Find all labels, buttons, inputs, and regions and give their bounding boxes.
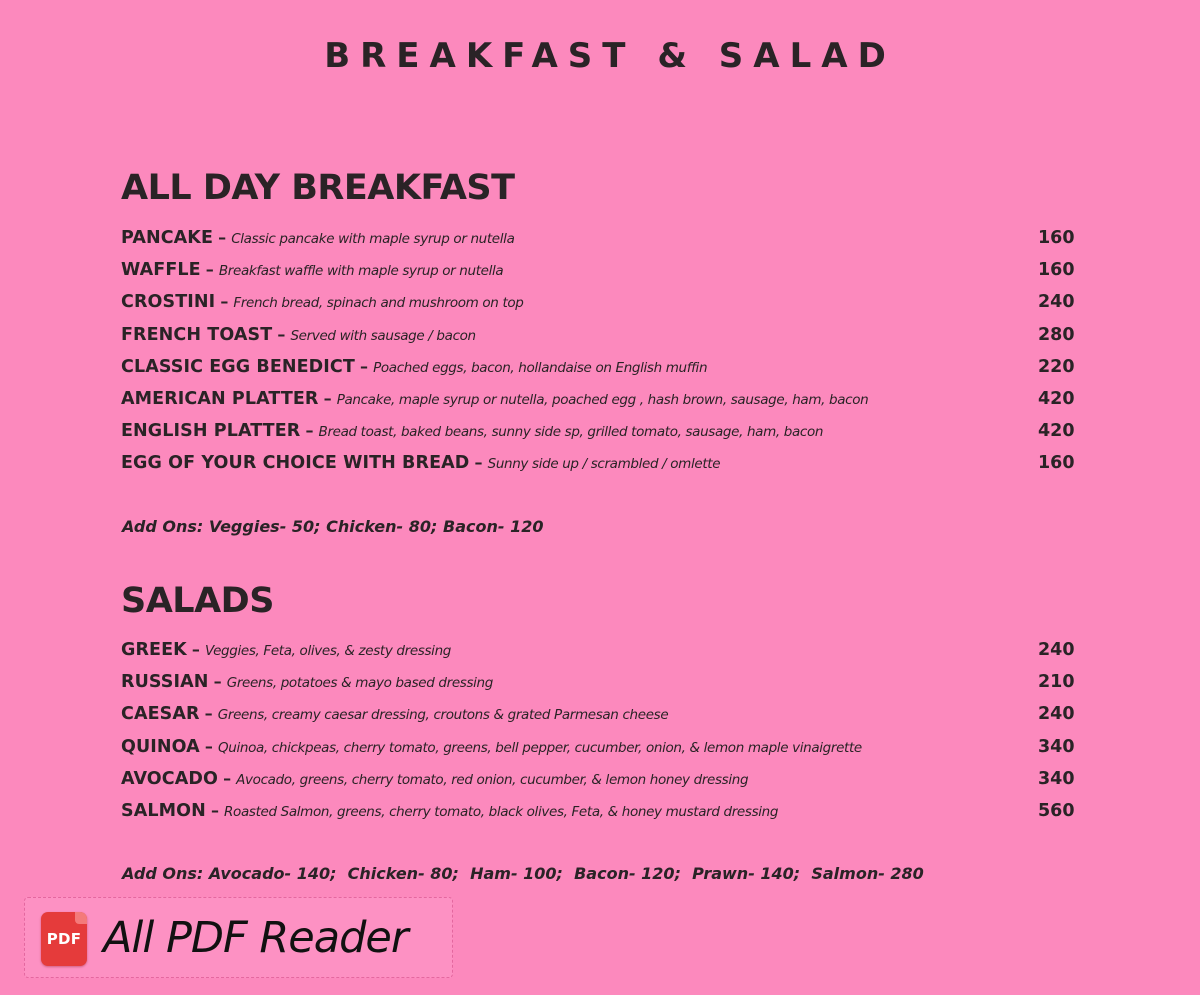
menu-item-price: 160 bbox=[1038, 260, 1075, 281]
menu-item-description: Breakfast waffle with maple syrup or nutella bbox=[218, 263, 504, 280]
pdf-reader-name: All PDF Reader bbox=[103, 913, 408, 963]
menu-item-separator: – bbox=[204, 736, 213, 756]
menu-item-line bbox=[121, 291, 524, 314]
menu-item-line bbox=[121, 671, 493, 694]
menu-item-description: Sunny side up / scrambled / omlette bbox=[487, 456, 721, 473]
menu-item-price: 210 bbox=[1038, 672, 1075, 693]
menu-item-separator: – bbox=[218, 228, 227, 247]
menu-item-name: AVOCADO bbox=[121, 768, 218, 789]
menu-item-separator: – bbox=[191, 640, 200, 659]
menu-item-separator: – bbox=[474, 453, 483, 473]
menu-item-description: Avocado, greens, cherry tomato, red onion, cucumber, & lemon honey dressing bbox=[236, 771, 749, 788]
menu-item-price: 160 bbox=[1038, 228, 1075, 248]
menu-item-separator: – bbox=[223, 768, 232, 788]
salads-menu-list bbox=[121, 636, 1081, 829]
menu-item bbox=[121, 256, 1081, 288]
menu-item-price: 340 bbox=[1038, 736, 1075, 757]
menu-item-line bbox=[121, 420, 823, 443]
menu-item-name: EGG OF YOUR CHOICE WITH BREAD bbox=[121, 453, 470, 474]
menu-item bbox=[121, 733, 1081, 765]
menu-item-price: 340 bbox=[1038, 768, 1075, 789]
menu-item bbox=[121, 224, 1081, 256]
menu-item-price: 280 bbox=[1038, 324, 1075, 345]
menu-item-description: Pancake, maple syrup or nutella, poached egg , hash brown, sausage, ham, bacon bbox=[336, 391, 869, 408]
menu-item-separator: – bbox=[204, 704, 213, 724]
menu-item-line bbox=[121, 768, 748, 791]
menu-item bbox=[121, 700, 1081, 732]
menu-item bbox=[121, 288, 1081, 320]
menu-item bbox=[121, 668, 1081, 700]
menu-item bbox=[121, 385, 1081, 417]
salads-addons: Add Ons: Avocado- 140; Chicken- 80; Ham- 100; Bacon- 120; Prawn- 140; Salmon- 280 bbox=[122, 864, 924, 883]
menu-item-separator: – bbox=[360, 356, 368, 376]
menu-item-price: 240 bbox=[1038, 292, 1075, 313]
menu-item-description: Roasted Salmon, greens, cherry tomato, black olives, Feta, & honey mustard dressing bbox=[224, 803, 779, 820]
pdf-file-icon bbox=[41, 912, 87, 966]
pdf-icon-label: PDF bbox=[46, 930, 82, 948]
menu-item-line bbox=[121, 703, 668, 726]
menu-item-line bbox=[121, 639, 451, 662]
menu-item-line bbox=[121, 356, 707, 379]
menu-item-name: FRENCH TOAST bbox=[121, 324, 273, 345]
section-heading-breakfast: ALL DAY BREAKFAST bbox=[121, 168, 515, 208]
menu-item-separator: – bbox=[210, 800, 219, 820]
menu-item-line bbox=[121, 324, 476, 347]
menu-item-price: 420 bbox=[1038, 421, 1075, 442]
menu-item bbox=[121, 321, 1081, 353]
menu-item-name: WAFFLE bbox=[121, 260, 201, 281]
menu-item-name: AMERICAN PLATTER bbox=[121, 388, 319, 409]
menu-item-line bbox=[121, 736, 862, 759]
menu-item-separator: – bbox=[213, 672, 222, 692]
menu-item bbox=[121, 449, 1081, 481]
page-title: BREAKFAST & SALAD bbox=[324, 36, 896, 76]
menu-item-name: RUSSIAN bbox=[121, 672, 209, 693]
menu-item-line bbox=[121, 388, 868, 411]
menu-item-name: ENGLISH PLATTER bbox=[121, 421, 301, 442]
menu-item-name: CLASSIC EGG BENEDICT bbox=[121, 356, 355, 377]
menu-item-description: French bread, spinach and mushroom on top bbox=[233, 295, 524, 312]
menu-item-price: 220 bbox=[1038, 356, 1075, 377]
menu-item-name: CROSTINI bbox=[121, 292, 216, 313]
menu-item bbox=[121, 636, 1081, 668]
menu-item bbox=[121, 417, 1081, 449]
menu-item-line bbox=[121, 800, 778, 823]
menu-item-description: Quinoa, chickpeas, cherry tomato, greens, bell pepper, cucumber, onion, & lemon maple vinaigrette bbox=[217, 739, 862, 756]
menu-item-separator: – bbox=[220, 292, 229, 312]
breakfast-menu-list bbox=[121, 224, 1081, 482]
menu-item bbox=[121, 797, 1081, 829]
menu-item-price: 160 bbox=[1038, 453, 1075, 474]
menu-item-separator: – bbox=[323, 388, 332, 408]
menu-item-separator: – bbox=[305, 421, 314, 441]
menu-item bbox=[121, 353, 1081, 385]
menu-item-description: Greens, potatoes & mayo based dressing bbox=[226, 675, 493, 692]
menu-item-price: 240 bbox=[1038, 640, 1075, 660]
menu-item-price: 420 bbox=[1038, 388, 1075, 409]
menu-item-separator: – bbox=[277, 324, 286, 344]
menu-item-name: CAESAR bbox=[121, 704, 200, 725]
menu-item-price: 560 bbox=[1038, 800, 1075, 821]
menu-item-description: Greens, creamy caesar dressing, croutons & grated Parmesan cheese bbox=[217, 707, 669, 724]
menu-item-description: Bread toast, baked beans, sunny side sp, grilled tomato, sausage, ham, bacon bbox=[318, 424, 824, 441]
breakfast-addons: Add Ons: Veggies- 50; Chicken- 80; Bacon- 120 bbox=[122, 517, 544, 536]
menu-item-line bbox=[121, 452, 720, 475]
section-heading-salads: SALADS bbox=[121, 581, 274, 621]
menu-item-description: Classic pancake with maple syrup or nutella bbox=[231, 231, 515, 247]
menu-item-line bbox=[121, 227, 515, 250]
menu-item-description: Veggies, Feta, olives, & zesty dressing bbox=[205, 643, 451, 659]
menu-item-line bbox=[121, 259, 503, 282]
menu-item-name: SALMON bbox=[121, 800, 206, 821]
pdf-reader-badge[interactable] bbox=[24, 897, 453, 978]
menu-item-description: Poached eggs, bacon, hollandaise on English muffin bbox=[373, 359, 708, 376]
menu-item-description: Served with sausage / bacon bbox=[290, 327, 476, 344]
menu-item-separator: – bbox=[205, 260, 214, 280]
menu-item-name: QUINOA bbox=[121, 736, 200, 757]
menu-item bbox=[121, 765, 1081, 797]
menu-item-price: 240 bbox=[1038, 704, 1075, 725]
menu-item-name: GREEK bbox=[121, 640, 187, 660]
menu-item-name: PANCAKE bbox=[121, 228, 214, 248]
